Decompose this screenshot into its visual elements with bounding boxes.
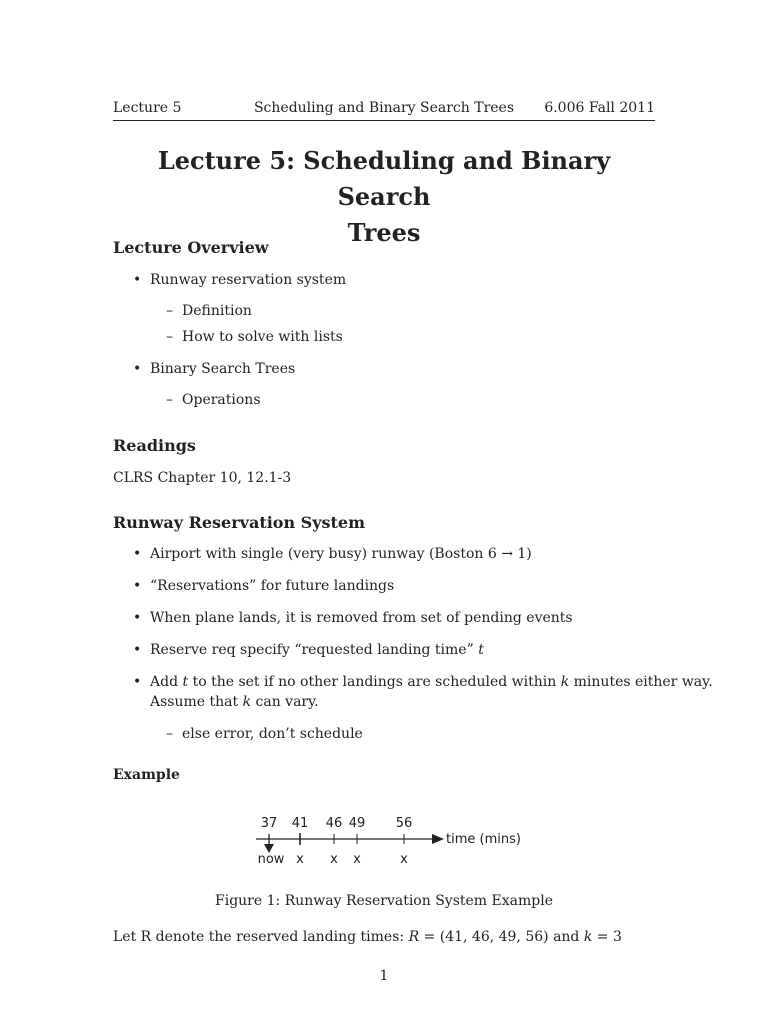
axis-arrowhead: [432, 834, 444, 844]
running-header: [113, 100, 655, 121]
title-line-2: Trees: [347, 218, 421, 247]
bullet-dot: •: [133, 674, 142, 690]
text-run: can vary.: [251, 694, 319, 710]
readings-heading: Readings: [113, 436, 196, 455]
variable-k: k: [560, 674, 570, 690]
mark-now: now: [257, 852, 285, 867]
text-run: to the set if no other landings are scheduled within: [188, 674, 561, 690]
text-run: Let R denote the reserved landing times:: [113, 929, 409, 945]
bullet-text: Airport with single (very busy) runway (Boston 6 → 1): [150, 546, 532, 562]
variable-k: k: [242, 694, 252, 710]
mark-x-56: x: [400, 852, 408, 867]
bullet-text: [150, 674, 713, 690]
dash: –: [166, 303, 173, 319]
text-run: Reserve req specify “requested landing time”: [150, 642, 479, 658]
tick-label-49: 49: [348, 816, 366, 831]
bullet-text: When plane lands, it is removed from set of pending events: [150, 610, 573, 626]
header-topic: Scheduling and Binary Search Trees: [253, 100, 515, 116]
bullet-dot: •: [133, 272, 142, 288]
text-run: Add: [150, 674, 183, 690]
runway-heading: Runway Reservation System: [113, 513, 366, 532]
overview-heading: Lecture Overview: [113, 238, 269, 257]
bullet-dot: •: [133, 578, 142, 594]
bullet-text: [150, 642, 484, 658]
dash: –: [166, 329, 173, 345]
header-course: 6.006 Fall 2011: [544, 100, 655, 116]
sub-text: Operations: [182, 392, 261, 408]
runway-figure: [248, 808, 538, 872]
example-heading: Example: [113, 767, 180, 783]
sub-text: How to solve with lists: [182, 329, 343, 345]
tick-label-56: 56: [395, 816, 413, 831]
readings-text: CLRS Chapter 10, 12.1-3: [113, 470, 292, 486]
mark-x-41: x: [296, 852, 304, 867]
text-run: Assume that: [150, 694, 243, 710]
dash: –: [166, 726, 173, 742]
header-lecture: Lecture 5: [113, 100, 182, 116]
tick-label-41: 41: [291, 816, 309, 831]
title-line-1: Lecture 5: Scheduling and Binary Search: [157, 146, 611, 211]
tick-label-37: 37: [260, 816, 278, 831]
axis-label: time (mins): [446, 832, 521, 847]
dash: –: [166, 392, 173, 408]
bullet-text: Runway reservation system: [150, 272, 347, 288]
runway-timeline: [248, 808, 538, 872]
bullet-dot: •: [133, 546, 142, 562]
bullet-dot: •: [133, 610, 142, 626]
sub-text: Definition: [182, 303, 252, 319]
bullet-text: [150, 694, 319, 710]
tick-label-46: 46: [325, 816, 343, 831]
variable-t: t: [182, 674, 189, 690]
text-run: minutes either way.: [569, 674, 713, 690]
bullet-text: “Reservations” for future landings: [150, 578, 395, 594]
mark-x-46: x: [330, 852, 338, 867]
text-run: = (41, 46, 49, 56) and: [419, 929, 584, 945]
page-number: 1: [379, 968, 389, 984]
mark-x-49: x: [353, 852, 361, 867]
figure-caption: Figure 1: Runway Reservation System Example: [215, 893, 553, 909]
bullet-dot: •: [133, 642, 142, 658]
sub-text: else error, don’t schedule: [182, 726, 363, 742]
variable-t: t: [478, 642, 484, 658]
bullet-dot: •: [133, 361, 142, 377]
variable-k: k: [583, 929, 593, 945]
bullet-text: Binary Search Trees: [150, 361, 296, 377]
reserved-times-sentence: [113, 929, 622, 945]
variable-R: R: [408, 929, 420, 945]
page-title: [113, 143, 655, 251]
text-run: = 3: [592, 929, 622, 945]
